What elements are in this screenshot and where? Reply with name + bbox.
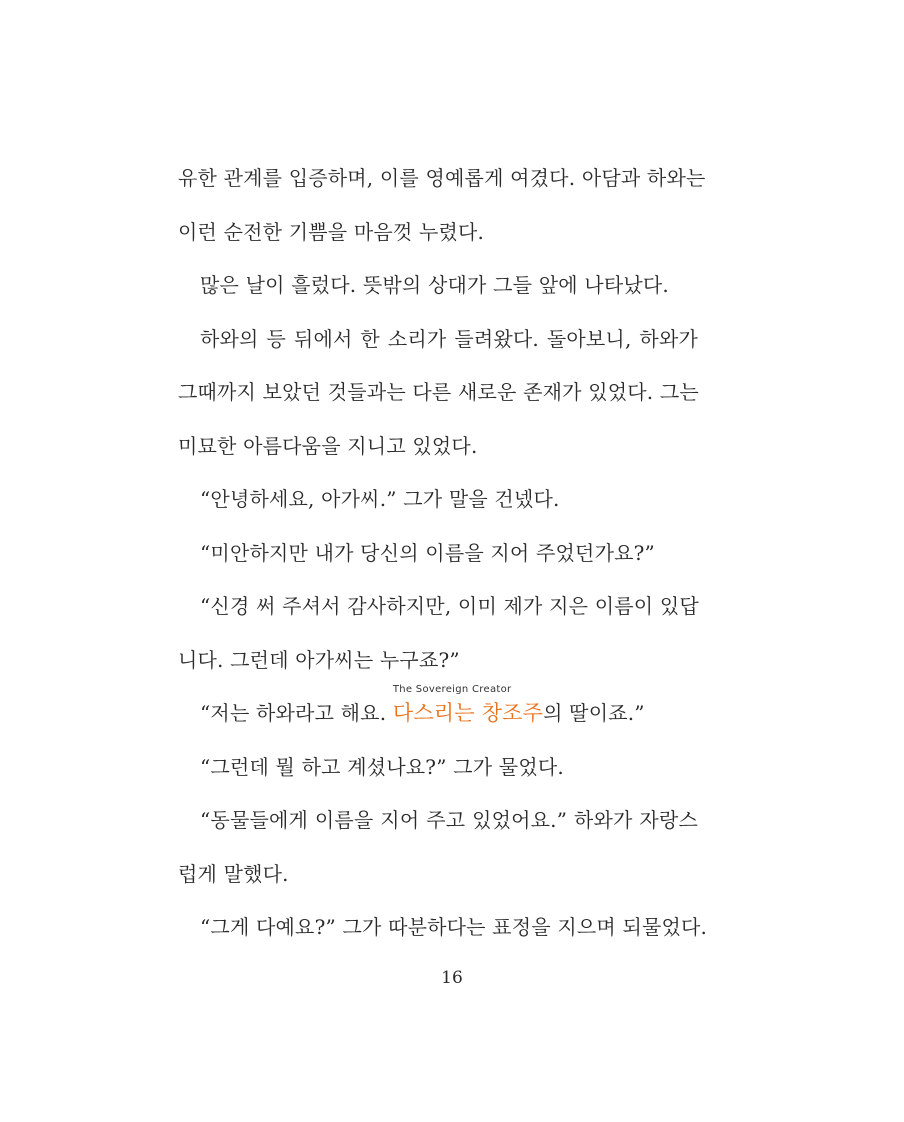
text-line: 많은 날이 흘렀다. 뜻밖의 상대가 그들 앞에 나타났다. <box>200 273 669 297</box>
text-line: 이런 순전한 기쁨을 마음껏 누렸다. <box>178 219 485 244</box>
text-line-highlighted <box>178 684 698 747</box>
text-line: “그런데 뭘 하고 계셨나요?” 그가 물었다. <box>200 754 564 779</box>
text-line: 니다. 그런데 아가씨는 누구죠?” <box>178 647 460 672</box>
text-line: 럽게 말했다. <box>178 861 289 886</box>
text-line: “동물들에게 이름을 지어 주고 있었어요.” 하와가 자랑스 <box>200 808 698 832</box>
ruby-annotation: The Sovereign Creator <box>392 684 512 695</box>
body-text <box>178 158 708 961</box>
highlight-term <box>392 684 544 725</box>
highlight-after: 의 딸이죠.” <box>543 701 645 725</box>
text-line: 하와의 등 뒤에서 한 소리가 들려왔다. 돌아보니, 하와가 <box>200 326 698 351</box>
highlight-before: “저는 하와라고 해요. <box>200 701 393 725</box>
page-number: 16 <box>441 968 463 988</box>
text-line: “안녕하세요, 아가씨.” 그가 말을 건넸다. <box>200 487 560 511</box>
text-line: “미안하지만 내가 당신의 이름을 지어 주었던가요?” <box>200 540 655 565</box>
text-line: 유한 관계를 입증하며, 이를 영예롭게 여겼다. 아담과 하와는 <box>178 166 706 190</box>
text-line: “신경 써 주셔서 감사하지만, 이미 제가 지은 이름이 있답 <box>200 594 699 618</box>
text-line: 그때까지 보았던 것들과는 다른 새로운 존재가 있었다. 그는 <box>178 380 699 404</box>
highlight-term-text: 다스리는 창조주 <box>392 701 544 725</box>
text-line: “그게 다예요?” 그가 따분하다는 표정을 지으며 되물었다. <box>200 915 708 939</box>
text-line: 미묘한 아름다움을 지니고 있었다. <box>178 433 478 458</box>
